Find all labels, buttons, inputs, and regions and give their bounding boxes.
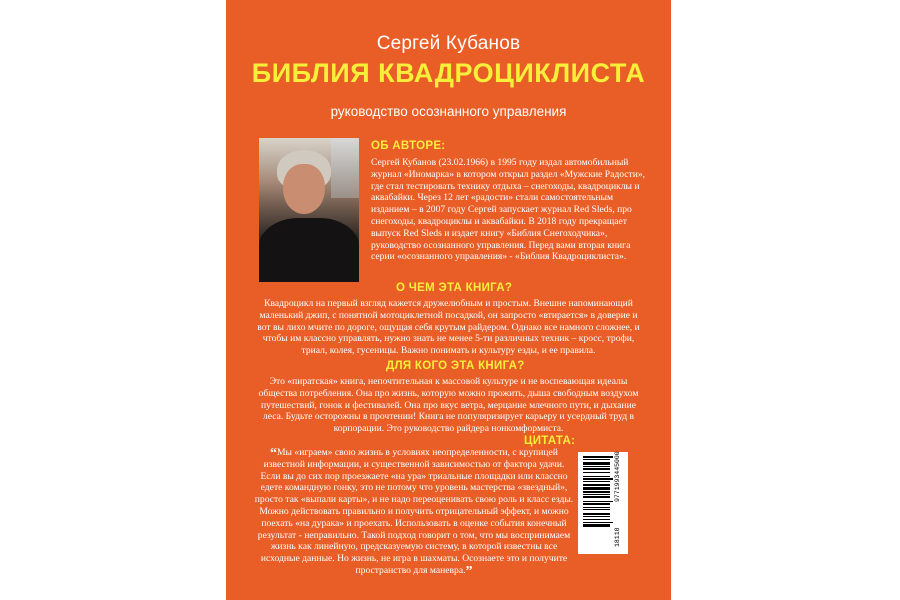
barcode-bar	[583, 509, 610, 510]
quote-text: Мы «играем» свою жизнь в условиях неопределенности, с крупицей известной информации, и существенной зависимостью от фактора удачи. Если вы до сих пор проезжаете «на ура» триальные площадки или классно едете командную гонку, это не потому что уровень мастерства «звездный», просто так «выпали карты», и не надо переоценивать свою роль и класс езды. Можно действовать правильно и получить отрицательный эффект, и можно поехать «на дурака» и проехать. Использовать в оценке события конечный результат - неправильно. Такой подход говорит о том, что мы воспринимаем жизнь как линейную, предсказуемую систему, в которой известны все исходные данные. Но жизнь, не игра в шахматы. Осознаете это и получите пространство для маневра.	[254, 447, 574, 576]
barcode-bar	[583, 472, 610, 473]
barcode-bar	[583, 478, 613, 480]
about-author-heading: ОБ АВТОРЕ:	[371, 140, 446, 152]
author-photo	[259, 138, 359, 282]
photo-body	[259, 218, 359, 282]
author-name: Сергей Кубанов	[376, 33, 521, 54]
barcode-bar	[583, 476, 610, 477]
book-back-cover	[226, 0, 671, 600]
audience-heading: ДЛЯ КОГО ЭТА КНИГА?	[386, 360, 525, 372]
barcode-bar	[583, 522, 613, 523]
book-subtitle: руководство осознанного управления	[330, 104, 567, 119]
barcode-addon: 18118	[614, 527, 621, 547]
barcode-number: 9771993445000	[614, 451, 621, 502]
barcode-bar	[583, 466, 610, 467]
quote-heading: ЦИТАТА:	[524, 435, 576, 447]
about-book-heading: О ЧЕМ ЭТА КНИГА?	[396, 282, 513, 294]
barcode-bars	[583, 456, 613, 550]
barcode-bar	[583, 468, 610, 470]
about-author-text: Сергей Кубанов (23.02.1966) в 1995 году издал автомобильный журнал «Иномарка» в котором открыл раздел «Мужские Радости», где стал тестировать технику отдыха – снегоходы, квадроциклы и аквабайки. Через 12 лет «радости» стали самостоятельным изданием – в 2007 году Сергей запускает журнал Red Sleds, про снегоходы, квадроциклы и аквабайки. В 2018 году прекращает выпуск Red Sleds и издает книгу «Библия Снегоходчика», руководство осознанного управления. Перед вами вторая книга серии «осознанного управления» - «Библия Квадроциклиста».	[371, 157, 646, 263]
quote-block	[254, 447, 574, 577]
book-title: БИБЛИЯ КВАДРОЦИКЛИСТА	[251, 58, 646, 88]
barcode-bar	[583, 501, 613, 502]
barcode-bar	[583, 456, 613, 458]
barcode-bar	[583, 459, 610, 460]
barcode-bar	[583, 524, 610, 527]
photo-face	[283, 164, 325, 214]
quote-open-mark: “	[270, 446, 278, 461]
barcode-bar	[583, 507, 610, 508]
barcode-bar	[583, 481, 610, 482]
barcode-bar	[583, 516, 610, 517]
barcode-bar	[583, 513, 610, 515]
barcode-bar	[583, 503, 610, 505]
barcode-bar	[583, 491, 610, 493]
barcode-bar	[583, 519, 610, 520]
about-book-text: Квадроцикл на первый взгляд кажется дружелюбным и простым. Внешне напоминающий маленький джип, с понятной мотоциклетной посадкой, он запросто «втирается» в доверие и вот вы лихо мчите по дороге, ощущая себя крутым райдером. Однако все намного сложнее, и чтобы им классно управлять, нужно знать не менее 5-ти различных техник – кросс, трофи, триал, колея, гусеницы. Важно понимать и культуру езды, и ее правила.	[257, 298, 640, 357]
quote-close-mark: ”	[465, 563, 473, 579]
barcode-bar	[583, 496, 610, 498]
audience-text: Это «пиратская» книга, непочтительная к массовой культуре и не воспевающая идеалы общества потребления. Она про жизнь, которую можно прожить, дыша свободным воздухом путешествий, гонок и фестивалей. Она про вкус ветра, мерцание млечного пути, и дыхание леса. Будьте осторожны в прочтении! Книга не популяризирует карьеру и усердный труд в корпорации. Это руководство райдера нонкомформиста.	[258, 376, 639, 435]
photo-background	[331, 138, 359, 198]
barcode	[578, 452, 628, 554]
barcode-bar	[583, 484, 610, 486]
barcode-bar	[583, 462, 610, 465]
barcode-bar	[583, 487, 610, 490]
barcode-bar	[583, 494, 610, 495]
